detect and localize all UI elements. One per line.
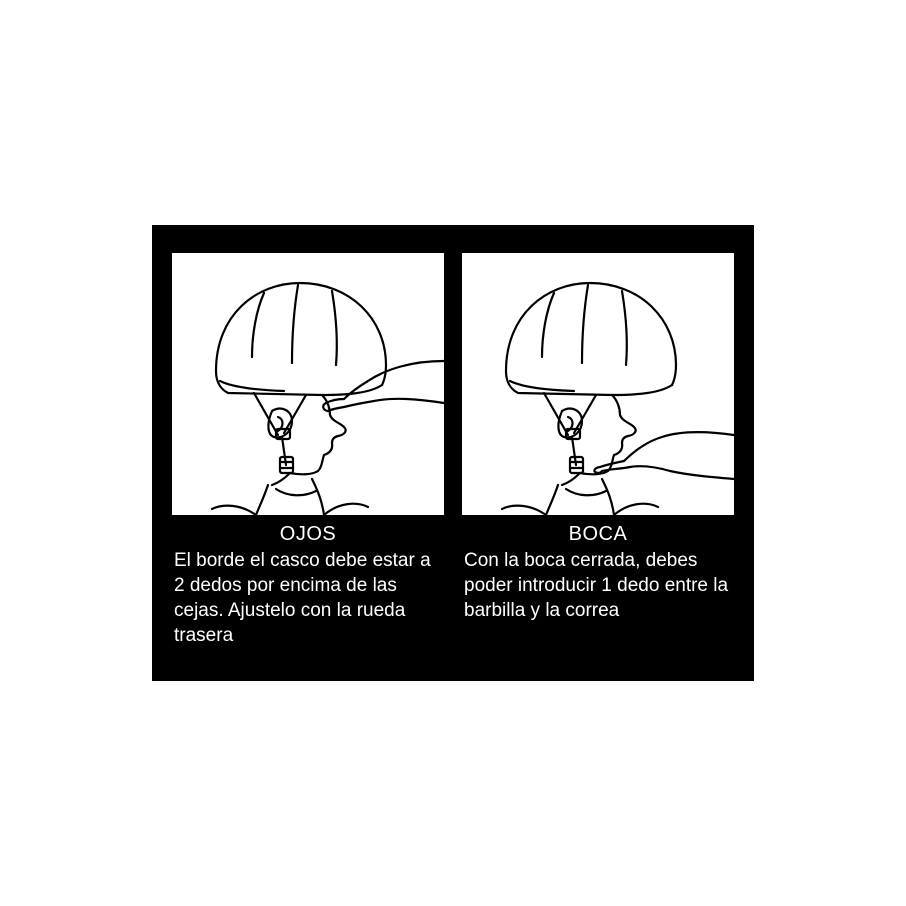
panel-heading-boca: BOCA: [568, 523, 628, 545]
helmet-fitting-diagram: [152, 225, 754, 681]
panel-caption-ojos: El borde el casco debe estar a 2 dedos por encima de las cejas. Ajustelo con la rueda trasera: [174, 550, 431, 646]
panel-heading-ojos: OJOS: [279, 523, 337, 545]
panel-boca: [462, 253, 734, 681]
helmet-fit-eyes-illustration: [172, 253, 444, 515]
panel-caption-boca: Con la boca cerrada, debes poder introducir 1 dedo entre la barbilla y la correa: [464, 550, 729, 621]
panel-container: [152, 225, 754, 681]
panel-ojos: [172, 253, 444, 681]
helmet-fit-mouth-illustration: [462, 253, 734, 515]
